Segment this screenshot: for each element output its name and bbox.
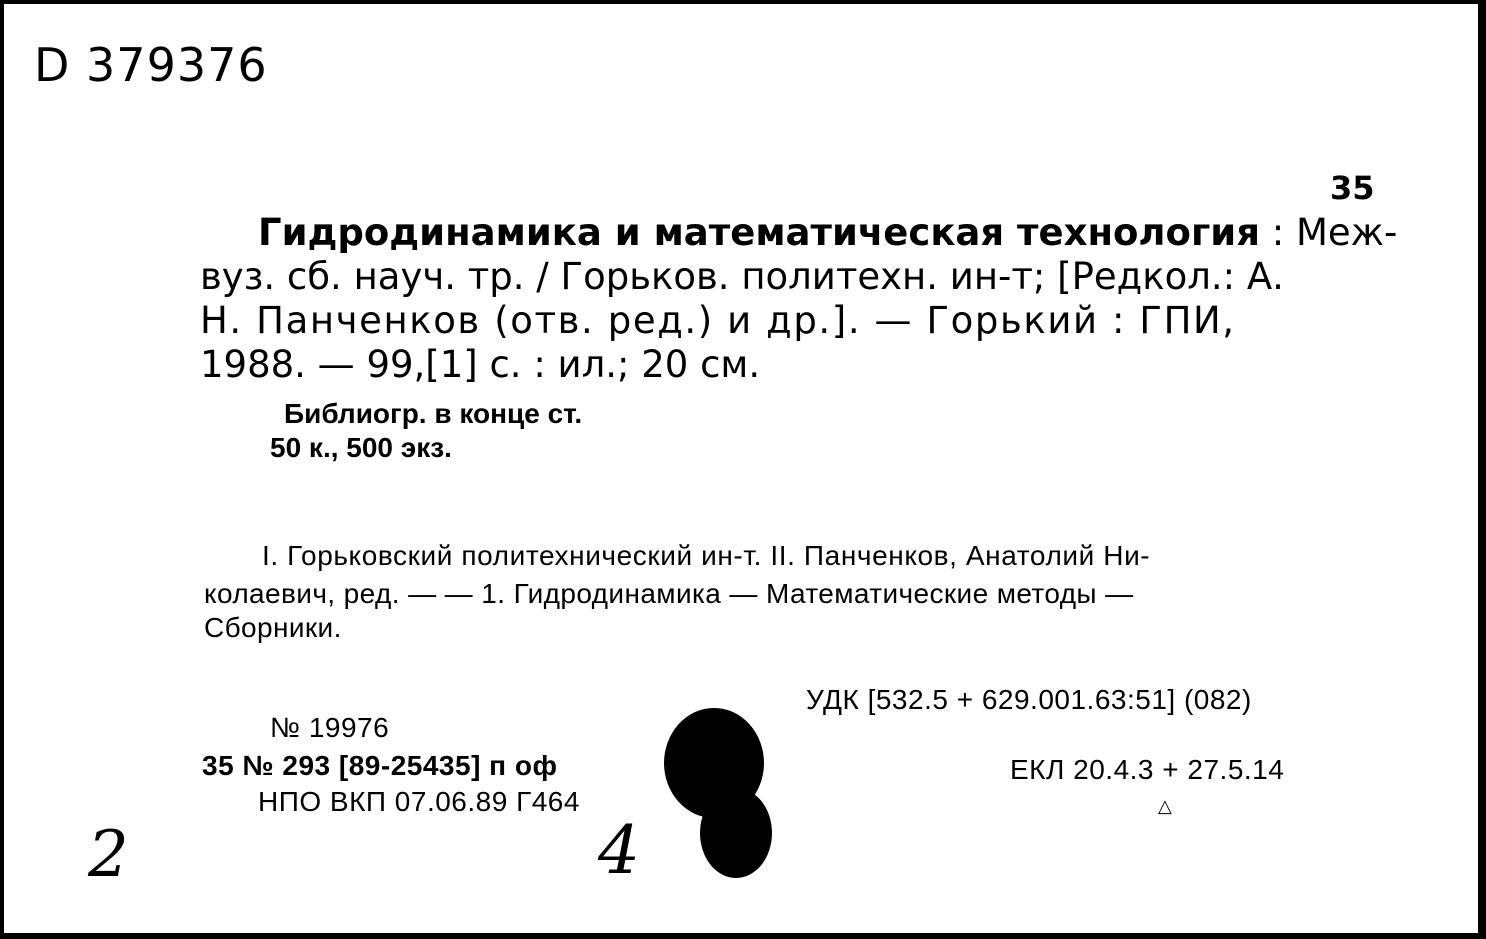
ink-blot-bottom [700, 788, 772, 878]
tracing-line-3: Сборники. [204, 612, 342, 643]
card-border-bottom [0, 933, 1486, 939]
tracing-line-1: I. Горьковский политехнический ин-т. II. Панченков, Анатолий Ни- [262, 540, 1151, 571]
tracing-line-2: колаевич, ред. — — 1. Гидродинамика — Математические методы — [204, 578, 1134, 609]
ekl-code: ЕКЛ 20.4.3 + 27.5.14 [1010, 754, 1285, 785]
caret-mark-icon: △ [1158, 796, 1172, 817]
corner-number: 35 [1330, 169, 1375, 207]
entry-line-1 [258, 212, 1397, 253]
record-number: № 19976 [270, 712, 390, 743]
handwritten-mark-left: 2 [88, 818, 129, 892]
card-border-top [0, 0, 1486, 4]
npo-line: НПО ВКП 07.06.89 Г464 [258, 786, 580, 817]
handwritten-mark-center: 4 [598, 812, 640, 889]
entry-line-3: Н. Панченков (отв. ред.) и др.]. — Горький : ГПИ, [200, 299, 1236, 342]
entry-title-rest: : Меж- [1259, 211, 1398, 254]
entry-line-2: вуз. сб. науч. тр. / Горьков. политехн. ин-т; [Редкол.: А. [200, 255, 1284, 298]
udk-code: УДК [532.5 + 629.001.63:51] (082) [806, 684, 1252, 715]
entry-title: Гидродинамика и математическая технология [258, 211, 1260, 254]
card-border-right [1478, 0, 1486, 939]
card-border-left [0, 0, 4, 939]
entry-line-4: 1988. — 99,[1] с. : ил.; 20 см. [200, 343, 761, 386]
bibliography-note: Библиогр. в конце ст. [284, 398, 583, 429]
accession-number: D 379376 [34, 38, 268, 92]
price-note: 50 к., 500 экз. [270, 432, 452, 463]
order-line: 35 № 293 [89-25435] п оф [202, 750, 558, 781]
